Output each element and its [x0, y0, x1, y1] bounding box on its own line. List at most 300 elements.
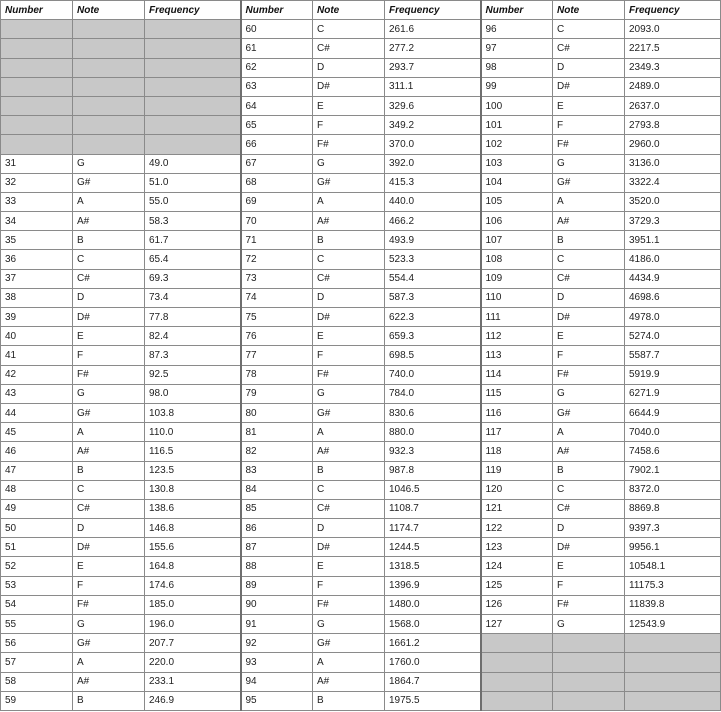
cell-note: E	[313, 557, 385, 576]
table-row	[1, 557, 721, 576]
cell-frequency: 2960.0	[625, 135, 721, 154]
table-row	[1, 116, 721, 135]
cell-number: 70	[241, 212, 313, 231]
cell-number: 47	[1, 461, 73, 480]
cell-frequency: 698.5	[385, 346, 481, 365]
cell-number: 54	[1, 595, 73, 614]
cell-number: 36	[1, 250, 73, 269]
cell-number: 95	[241, 691, 313, 710]
cell-number: 102	[481, 135, 553, 154]
cell-frequency: 554.4	[385, 269, 481, 288]
cell-number: 61	[241, 39, 313, 58]
empty-cell	[1, 77, 73, 96]
cell-note: A#	[313, 212, 385, 231]
cell-note: E	[553, 327, 625, 346]
header-frequency: Frequency	[385, 1, 481, 20]
cell-number: 97	[481, 39, 553, 58]
cell-number: 92	[241, 634, 313, 653]
cell-frequency: 277.2	[385, 39, 481, 58]
cell-frequency: 2349.3	[625, 58, 721, 77]
cell-note: C	[553, 20, 625, 39]
cell-note: D#	[553, 308, 625, 327]
cell-frequency: 1046.5	[385, 480, 481, 499]
cell-frequency: 1661.2	[385, 634, 481, 653]
cell-number: 108	[481, 250, 553, 269]
cell-note: A	[313, 423, 385, 442]
empty-cell	[625, 653, 721, 672]
cell-number: 48	[1, 480, 73, 499]
cell-number: 119	[481, 461, 553, 480]
empty-cell	[1, 20, 73, 39]
cell-frequency: 932.3	[385, 442, 481, 461]
cell-note: E	[313, 327, 385, 346]
header-note: Note	[553, 1, 625, 20]
cell-number: 37	[1, 269, 73, 288]
cell-number: 112	[481, 327, 553, 346]
header-note: Note	[313, 1, 385, 20]
cell-frequency: 3520.0	[625, 192, 721, 211]
cell-note: A	[553, 192, 625, 211]
cell-number: 71	[241, 231, 313, 250]
cell-note: C#	[313, 39, 385, 58]
cell-number: 34	[1, 212, 73, 231]
cell-number: 126	[481, 595, 553, 614]
cell-note: A	[313, 653, 385, 672]
cell-number: 88	[241, 557, 313, 576]
table-row	[1, 269, 721, 288]
cell-frequency: 2793.8	[625, 116, 721, 135]
cell-frequency: 116.5	[145, 442, 241, 461]
cell-frequency: 110.0	[145, 423, 241, 442]
cell-note: D	[313, 288, 385, 307]
cell-frequency: 7458.6	[625, 442, 721, 461]
cell-frequency: 65.4	[145, 250, 241, 269]
cell-frequency: 1864.7	[385, 672, 481, 691]
cell-frequency: 92.5	[145, 365, 241, 384]
cell-note: B	[73, 461, 145, 480]
cell-note: C#	[553, 499, 625, 518]
empty-cell	[625, 691, 721, 710]
cell-frequency: 311.1	[385, 77, 481, 96]
cell-frequency: 146.8	[145, 519, 241, 538]
cell-number: 65	[241, 116, 313, 135]
cell-note: C#	[73, 499, 145, 518]
cell-note: F#	[313, 365, 385, 384]
cell-frequency: 82.4	[145, 327, 241, 346]
cell-note: F	[73, 576, 145, 595]
header-frequency: Frequency	[145, 1, 241, 20]
cell-note: D	[553, 58, 625, 77]
table-row	[1, 576, 721, 595]
table-row	[1, 423, 721, 442]
header-note: Note	[73, 1, 145, 20]
empty-cell	[73, 20, 145, 39]
cell-number: 125	[481, 576, 553, 595]
empty-cell	[145, 58, 241, 77]
cell-frequency: 69.3	[145, 269, 241, 288]
cell-number: 89	[241, 576, 313, 595]
cell-frequency: 55.0	[145, 192, 241, 211]
cell-frequency: 587.3	[385, 288, 481, 307]
cell-frequency: 293.7	[385, 58, 481, 77]
cell-number: 45	[1, 423, 73, 442]
empty-cell	[1, 58, 73, 77]
cell-number: 49	[1, 499, 73, 518]
cell-frequency: 123.5	[145, 461, 241, 480]
cell-frequency: 392.0	[385, 154, 481, 173]
cell-number: 63	[241, 77, 313, 96]
cell-number: 101	[481, 116, 553, 135]
cell-frequency: 3729.3	[625, 212, 721, 231]
cell-frequency: 196.0	[145, 615, 241, 634]
cell-note: C#	[553, 269, 625, 288]
cell-frequency: 466.2	[385, 212, 481, 231]
cell-frequency: 4978.0	[625, 308, 721, 327]
cell-note: G	[553, 154, 625, 173]
cell-frequency: 9956.1	[625, 538, 721, 557]
cell-note: A#	[73, 672, 145, 691]
cell-frequency: 987.8	[385, 461, 481, 480]
cell-note: G#	[73, 173, 145, 192]
cell-frequency: 220.0	[145, 653, 241, 672]
cell-number: 109	[481, 269, 553, 288]
cell-frequency: 185.0	[145, 595, 241, 614]
table-row	[1, 327, 721, 346]
cell-note: D#	[313, 538, 385, 557]
cell-frequency: 523.3	[385, 250, 481, 269]
cell-note: G	[553, 615, 625, 634]
empty-cell	[625, 672, 721, 691]
cell-number: 72	[241, 250, 313, 269]
cell-frequency: 103.8	[145, 403, 241, 422]
table-row	[1, 615, 721, 634]
cell-number: 121	[481, 499, 553, 518]
cell-frequency: 1244.5	[385, 538, 481, 557]
cell-frequency: 77.8	[145, 308, 241, 327]
cell-note: G	[313, 384, 385, 403]
cell-note: D#	[73, 308, 145, 327]
cell-note: D	[553, 288, 625, 307]
header-number: Number	[1, 1, 73, 20]
cell-frequency: 440.0	[385, 192, 481, 211]
cell-number: 86	[241, 519, 313, 538]
cell-note: A#	[553, 212, 625, 231]
cell-note: F	[313, 576, 385, 595]
cell-note: G	[73, 154, 145, 173]
empty-cell	[625, 634, 721, 653]
cell-number: 80	[241, 403, 313, 422]
cell-note: A	[553, 423, 625, 442]
cell-note: F#	[73, 365, 145, 384]
cell-number: 82	[241, 442, 313, 461]
empty-cell	[145, 77, 241, 96]
cell-note: D	[73, 519, 145, 538]
cell-note: G	[73, 615, 145, 634]
cell-note: C	[313, 250, 385, 269]
cell-note: F	[553, 116, 625, 135]
cell-note: G#	[553, 403, 625, 422]
empty-cell	[553, 672, 625, 691]
empty-cell	[1, 96, 73, 115]
cell-number: 73	[241, 269, 313, 288]
cell-frequency: 73.4	[145, 288, 241, 307]
cell-frequency: 4698.6	[625, 288, 721, 307]
cell-note: C	[553, 250, 625, 269]
cell-number: 90	[241, 595, 313, 614]
empty-cell	[1, 116, 73, 135]
cell-number: 98	[481, 58, 553, 77]
cell-note: B	[553, 231, 625, 250]
table-row	[1, 538, 721, 557]
cell-frequency: 659.3	[385, 327, 481, 346]
table-row	[1, 154, 721, 173]
cell-number: 77	[241, 346, 313, 365]
cell-number: 103	[481, 154, 553, 173]
cell-number: 78	[241, 365, 313, 384]
cell-note: F	[553, 576, 625, 595]
cell-number: 106	[481, 212, 553, 231]
table-row	[1, 499, 721, 518]
cell-frequency: 164.8	[145, 557, 241, 576]
cell-number: 43	[1, 384, 73, 403]
cell-number: 31	[1, 154, 73, 173]
cell-note: G#	[73, 403, 145, 422]
cell-number: 75	[241, 308, 313, 327]
cell-number: 115	[481, 384, 553, 403]
cell-number: 105	[481, 192, 553, 211]
cell-frequency: 10548.1	[625, 557, 721, 576]
cell-frequency: 1480.0	[385, 595, 481, 614]
cell-frequency: 233.1	[145, 672, 241, 691]
cell-note: A	[73, 423, 145, 442]
empty-cell	[145, 39, 241, 58]
cell-frequency: 5919.9	[625, 365, 721, 384]
cell-frequency: 130.8	[145, 480, 241, 499]
cell-frequency: 1318.5	[385, 557, 481, 576]
cell-note: G#	[73, 634, 145, 653]
cell-number: 113	[481, 346, 553, 365]
cell-frequency: 1568.0	[385, 615, 481, 634]
cell-frequency: 207.7	[145, 634, 241, 653]
cell-frequency: 5587.7	[625, 346, 721, 365]
table-row	[1, 212, 721, 231]
cell-number: 87	[241, 538, 313, 557]
cell-number: 123	[481, 538, 553, 557]
empty-cell	[481, 653, 553, 672]
cell-number: 81	[241, 423, 313, 442]
table-row	[1, 672, 721, 691]
cell-note: D#	[313, 308, 385, 327]
cell-frequency: 7040.0	[625, 423, 721, 442]
table-row	[1, 461, 721, 480]
cell-note: B	[553, 461, 625, 480]
table-row	[1, 384, 721, 403]
cell-number: 51	[1, 538, 73, 557]
cell-note: C#	[73, 269, 145, 288]
cell-note: C	[313, 480, 385, 499]
cell-note: F#	[313, 595, 385, 614]
table-row	[1, 192, 721, 211]
cell-number: 127	[481, 615, 553, 634]
cell-number: 85	[241, 499, 313, 518]
cell-number: 55	[1, 615, 73, 634]
cell-frequency: 2489.0	[625, 77, 721, 96]
cell-number: 64	[241, 96, 313, 115]
cell-note: D	[73, 288, 145, 307]
cell-frequency: 1760.0	[385, 653, 481, 672]
cell-note: D	[553, 519, 625, 538]
cell-number: 120	[481, 480, 553, 499]
empty-cell	[553, 691, 625, 710]
cell-note: A#	[73, 212, 145, 231]
cell-note: E	[553, 557, 625, 576]
header-number: Number	[481, 1, 553, 20]
cell-frequency: 880.0	[385, 423, 481, 442]
cell-frequency: 5274.0	[625, 327, 721, 346]
table-row	[1, 480, 721, 499]
cell-note: D#	[553, 538, 625, 557]
cell-number: 60	[241, 20, 313, 39]
cell-number: 69	[241, 192, 313, 211]
cell-frequency: 174.6	[145, 576, 241, 595]
cell-number: 46	[1, 442, 73, 461]
cell-note: G#	[553, 173, 625, 192]
cell-number: 59	[1, 691, 73, 710]
table-row	[1, 595, 721, 614]
cell-note: G#	[313, 173, 385, 192]
table-row	[1, 346, 721, 365]
empty-cell	[73, 96, 145, 115]
cell-number: 74	[241, 288, 313, 307]
empty-cell	[73, 135, 145, 154]
cell-number: 40	[1, 327, 73, 346]
cell-note: D	[313, 58, 385, 77]
cell-frequency: 622.3	[385, 308, 481, 327]
table-body	[1, 20, 721, 711]
cell-note: C	[553, 480, 625, 499]
cell-note: A	[73, 653, 145, 672]
cell-number: 33	[1, 192, 73, 211]
cell-frequency: 9397.3	[625, 519, 721, 538]
cell-frequency: 138.6	[145, 499, 241, 518]
cell-note: D	[313, 519, 385, 538]
cell-note: C	[73, 250, 145, 269]
cell-frequency: 261.6	[385, 20, 481, 39]
cell-note: D#	[313, 77, 385, 96]
cell-number: 68	[241, 173, 313, 192]
table-row	[1, 58, 721, 77]
cell-note: F	[73, 346, 145, 365]
cell-number: 44	[1, 403, 73, 422]
cell-number: 111	[481, 308, 553, 327]
table-row	[1, 634, 721, 653]
cell-frequency: 61.7	[145, 231, 241, 250]
empty-cell	[73, 58, 145, 77]
cell-frequency: 370.0	[385, 135, 481, 154]
cell-number: 52	[1, 557, 73, 576]
cell-note: C#	[313, 269, 385, 288]
cell-note: B	[73, 231, 145, 250]
cell-note: G	[553, 384, 625, 403]
cell-number: 94	[241, 672, 313, 691]
cell-note: D#	[553, 77, 625, 96]
cell-number: 57	[1, 653, 73, 672]
cell-number: 117	[481, 423, 553, 442]
cell-frequency: 11175.3	[625, 576, 721, 595]
table-row	[1, 173, 721, 192]
cell-frequency: 6644.9	[625, 403, 721, 422]
cell-note: G	[313, 154, 385, 173]
cell-number: 122	[481, 519, 553, 538]
cell-frequency: 87.3	[145, 346, 241, 365]
cell-frequency: 51.0	[145, 173, 241, 192]
empty-cell	[73, 39, 145, 58]
cell-number: 76	[241, 327, 313, 346]
empty-cell	[481, 691, 553, 710]
table-row	[1, 39, 721, 58]
table-row	[1, 653, 721, 672]
cell-note: A#	[553, 442, 625, 461]
cell-frequency: 1108.7	[385, 499, 481, 518]
cell-frequency: 8372.0	[625, 480, 721, 499]
empty-cell	[481, 634, 553, 653]
cell-number: 99	[481, 77, 553, 96]
cell-number: 104	[481, 173, 553, 192]
cell-frequency: 6271.9	[625, 384, 721, 403]
cell-frequency: 784.0	[385, 384, 481, 403]
table-row	[1, 308, 721, 327]
table-row	[1, 442, 721, 461]
cell-frequency: 4434.9	[625, 269, 721, 288]
table-row	[1, 519, 721, 538]
cell-frequency: 11839.8	[625, 595, 721, 614]
header-row	[1, 1, 721, 20]
table-row	[1, 231, 721, 250]
empty-cell	[73, 77, 145, 96]
empty-cell	[145, 116, 241, 135]
cell-note: A#	[73, 442, 145, 461]
cell-frequency: 4186.0	[625, 250, 721, 269]
cell-note: F	[553, 346, 625, 365]
cell-frequency: 830.6	[385, 403, 481, 422]
table-row	[1, 135, 721, 154]
cell-frequency: 349.2	[385, 116, 481, 135]
cell-frequency: 3136.0	[625, 154, 721, 173]
cell-number: 114	[481, 365, 553, 384]
cell-note: F	[313, 116, 385, 135]
table-row	[1, 365, 721, 384]
cell-number: 83	[241, 461, 313, 480]
cell-number: 79	[241, 384, 313, 403]
table-row	[1, 20, 721, 39]
cell-note: E	[73, 557, 145, 576]
cell-note: F	[313, 346, 385, 365]
empty-cell	[145, 135, 241, 154]
cell-number: 116	[481, 403, 553, 422]
cell-number: 110	[481, 288, 553, 307]
cell-number: 100	[481, 96, 553, 115]
table-row	[1, 288, 721, 307]
cell-number: 124	[481, 557, 553, 576]
cell-frequency: 2637.0	[625, 96, 721, 115]
cell-note: B	[73, 691, 145, 710]
header-frequency: Frequency	[625, 1, 721, 20]
cell-note: F#	[553, 595, 625, 614]
table-row	[1, 250, 721, 269]
empty-cell	[553, 634, 625, 653]
cell-number: 62	[241, 58, 313, 77]
cell-number: 118	[481, 442, 553, 461]
